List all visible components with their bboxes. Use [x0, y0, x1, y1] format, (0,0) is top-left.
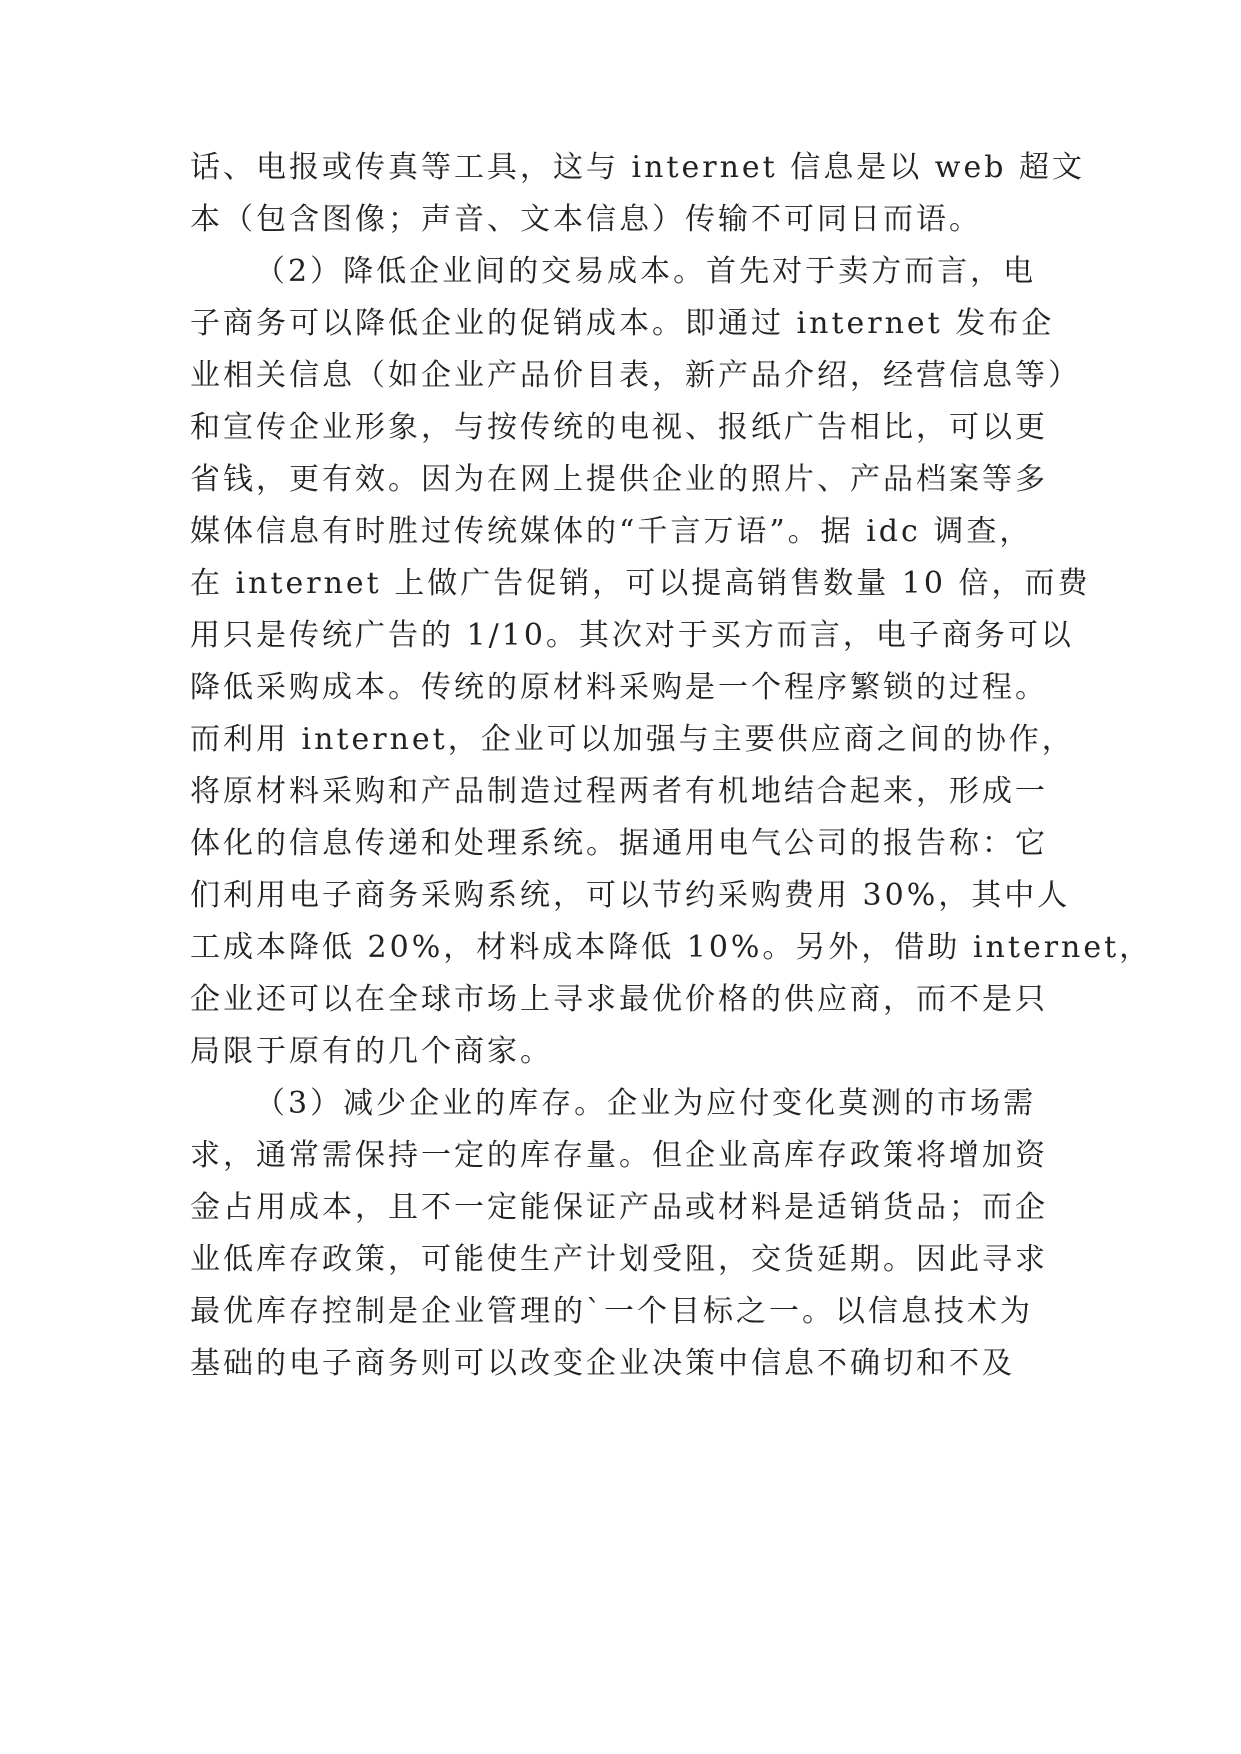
text-line: 工成本降低 20%，材料成本降低 10%。另外，借助 internet，	[190, 930, 1153, 965]
text-line: 用只是传统广告的 1/10。其次对于买方而言，电子商务可以	[190, 618, 1074, 653]
text-line: 基础的电子商务则可以改变企业决策中信息不确切和不及	[190, 1346, 1015, 1381]
paragraph-2-start: （2）降低企业间的交易成本。首先对于卖方而言，电	[255, 254, 1037, 289]
text-line: 在 internet 上做广告促销，可以提高销售数量 10 倍，而费	[190, 566, 1091, 601]
text-line: 企业还可以在全球市场上寻求最优价格的供应商，而不是只	[190, 982, 1048, 1017]
text-line: 降低采购成本。传统的原材料采购是一个程序繁锁的过程。	[190, 670, 1048, 705]
text-line: 业低库存政策，可能使生产计划受阻，交货延期。因此寻求	[190, 1242, 1048, 1277]
text-line: 求，通常需保持一定的库存量。但企业高库存政策将增加资	[190, 1138, 1048, 1173]
text-line: 局限于原有的几个商家。	[190, 1034, 553, 1069]
paragraph-3-start: （3）减少企业的库存。企业为应付变化莫测的市场需	[255, 1086, 1037, 1121]
text-line: 们利用电子商务采购系统，可以节约采购费用 30%，其中人	[190, 878, 1071, 913]
text-line: 省钱，更有效。因为在网上提供企业的照片、产品档案等多	[190, 462, 1048, 497]
text-line: 本（包含图像；声音、文本信息）传输不可同日而语。	[190, 202, 982, 237]
text-line: 金占用成本，且不一定能保证产品或材料是适销货品；而企	[190, 1190, 1048, 1225]
text-line: 体化的信息传递和处理系统。据通用电气公司的报告称：它	[190, 826, 1048, 861]
text-line: 子商务可以降低企业的促销成本。即通过 internet 发布企	[190, 306, 1055, 341]
text-line: 业相关信息（如企业产品价目表，新产品介绍，经营信息等）	[190, 358, 1081, 393]
text-line: 将原材料采购和产品制造过程两者有机地结合起来，形成一	[190, 774, 1048, 809]
text-line: 话、电报或传真等工具，这与 internet 信息是以 web 超文	[190, 150, 1085, 185]
text-line: 和宣传企业形象，与按传统的电视、报纸广告相比，可以更	[190, 410, 1048, 445]
text-line: 最优库存控制是企业管理的`一个目标之一。以信息技术为	[190, 1294, 1033, 1329]
text-line: 媒体信息有时胜过传统媒体的“千言万语”。据 idc 调查，	[190, 514, 1033, 549]
text-line: 而利用 internet，企业可以加强与主要供应商之间的协作，	[190, 722, 1075, 757]
